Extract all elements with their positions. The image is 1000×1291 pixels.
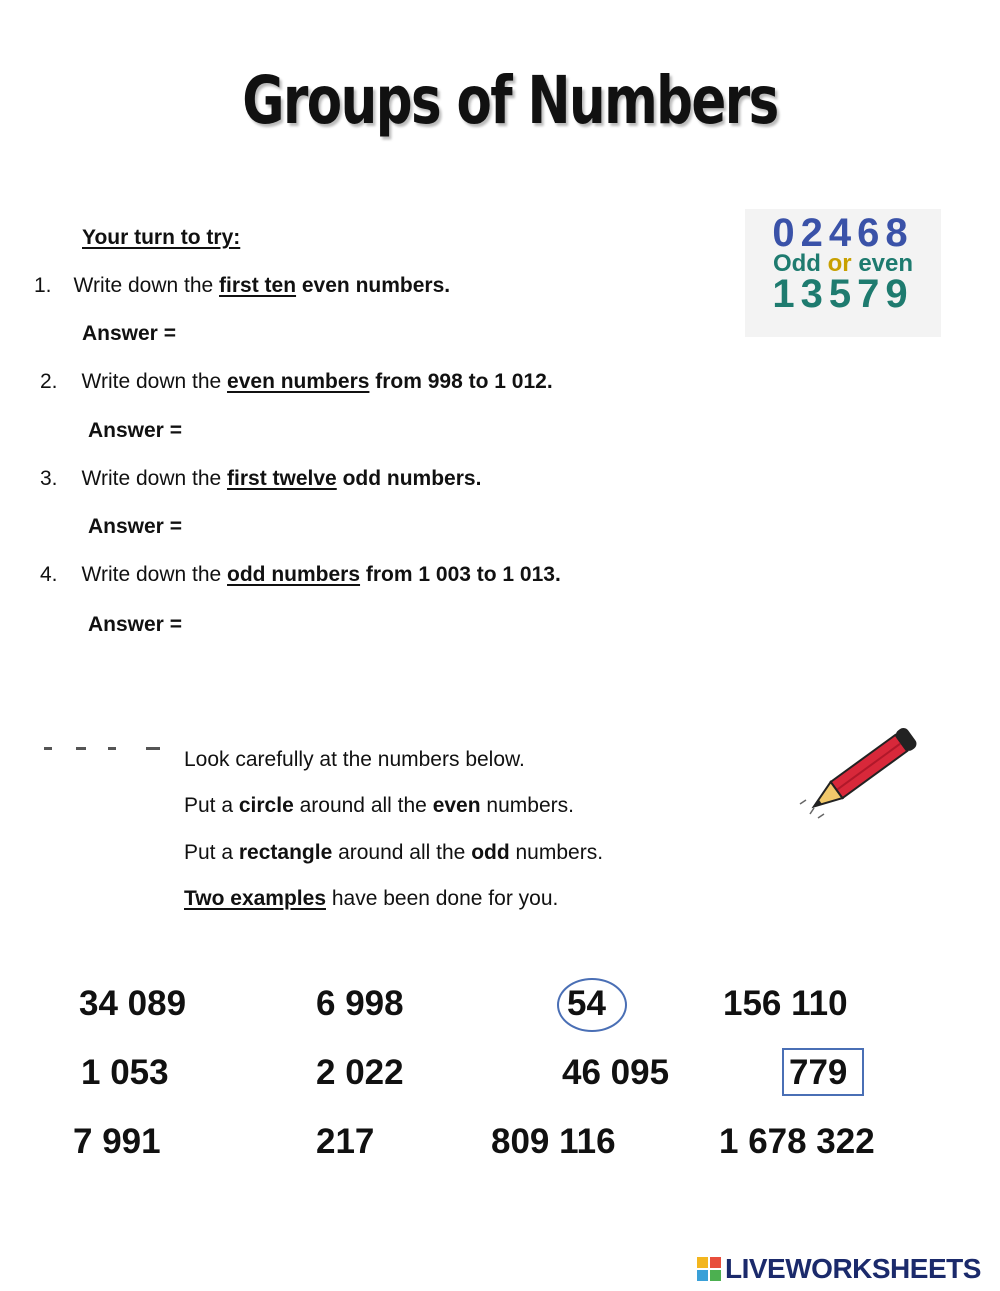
text: numbers. (480, 794, 574, 817)
text-bold: even (432, 794, 481, 817)
question-number: 4. (40, 563, 58, 586)
number-item[interactable]: 46 095 (562, 1053, 670, 1092)
question-3 (40, 467, 481, 491)
text: around all the (332, 841, 472, 864)
example-rectangle (782, 1048, 864, 1096)
number-item[interactable]: 34 089 (79, 984, 187, 1023)
even-digits: 02468 (772, 211, 914, 255)
text: around all the (293, 794, 433, 817)
question-text-bold: from 1 003 to 1 013. (360, 563, 561, 586)
even-word: even (858, 250, 914, 277)
section-heading: Your turn to try: (82, 226, 241, 249)
number-item[interactable]: 2 022 (316, 1053, 404, 1092)
pencil-icon (790, 722, 935, 827)
cropped-label-remnant (44, 747, 164, 753)
instruction-line-3 (184, 841, 603, 865)
question-emphasis: odd numbers (227, 563, 361, 586)
question-emphasis: first twelve (227, 467, 337, 490)
logo-squares-icon (697, 1257, 721, 1281)
question-number: 1. (34, 274, 52, 297)
text-bold: odd (471, 841, 510, 864)
answer-label-1: Answer = (82, 322, 176, 345)
text: Put a (184, 841, 239, 864)
number-item[interactable]: 217 (316, 1122, 375, 1161)
text: have been done for you. (326, 887, 559, 910)
text-bold: circle (238, 794, 294, 817)
text-emphasis: Two examples (184, 887, 326, 910)
example-circle (557, 978, 627, 1032)
number-item-example-odd[interactable]: 779 (789, 1053, 848, 1092)
question-text-bold: even numbers. (296, 274, 451, 297)
question-text: Write down the (81, 467, 228, 490)
question-text-bold: odd numbers. (336, 467, 482, 490)
question-text: Write down the (81, 370, 228, 393)
page-title: Groups of Numbers (242, 62, 778, 139)
liveworksheets-logo (697, 1252, 981, 1286)
question-text: Write down the (73, 274, 220, 297)
instruction-line-4 (184, 887, 558, 911)
number-item[interactable]: 156 110 (723, 984, 848, 1023)
number-item[interactable]: 1 678 322 (719, 1122, 875, 1161)
question-emphasis: even numbers (227, 370, 370, 393)
logo-text: LIVEWORKSHEETS (725, 1253, 981, 1284)
question-text-bold: from 998 to 1 012. (369, 370, 553, 393)
odd-word: Odd (772, 250, 821, 277)
question-emphasis: first ten (219, 274, 297, 297)
number-item[interactable]: 809 116 (491, 1122, 616, 1161)
answer-label-3: Answer = (88, 515, 182, 538)
number-item[interactable]: 6 998 (316, 984, 404, 1023)
number-item-example-even[interactable]: 54 (567, 984, 606, 1023)
instruction-line-2 (184, 794, 574, 818)
question-text: Write down the (81, 563, 228, 586)
question-4 (40, 563, 561, 587)
odd-even-badge (745, 209, 941, 337)
number-item[interactable]: 7 991 (73, 1122, 161, 1161)
question-number: 2. (40, 370, 58, 393)
odd-digits: 13579 (772, 272, 914, 316)
or-word: or (820, 250, 859, 277)
answer-label-2: Answer = (88, 419, 182, 442)
question-1 (34, 274, 450, 298)
answer-label-4: Answer = (88, 613, 182, 636)
question-number: 3. (40, 467, 58, 490)
text: Put a (184, 794, 239, 817)
question-2 (40, 370, 553, 394)
instruction-line-1: Look carefully at the numbers below. (184, 748, 525, 771)
text-bold: rectangle (238, 841, 333, 864)
number-item[interactable]: 1 053 (81, 1053, 169, 1092)
text: numbers. (509, 841, 604, 864)
